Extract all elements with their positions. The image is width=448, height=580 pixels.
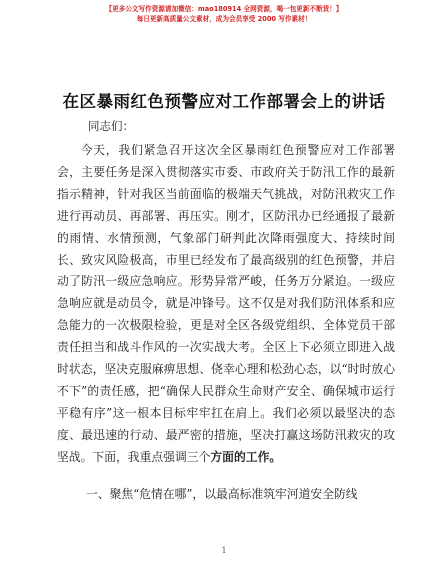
banner-line-2: 每日更新高质量公文素材，成为会员享受 2000 写作素材！	[136, 15, 312, 23]
body-paragraph	[57, 140, 395, 469]
page-number: 1	[221, 546, 227, 555]
promo-banner	[0, 4, 448, 24]
paragraph-text	[57, 140, 395, 469]
paragraph-main-text: 今天，我们紧急召开这次全区暴雨红色预警应对工作部署会，主要任务是深入贯彻落实市委、市政府关于防汛工作的最新指示精神，针对我区当前面临的极端天气挑战，对防汛救灾工作进行再动员、再部署、再压实。刚才，区防汛办已经通报了最新的雨情、水情预测，气象部门研判此次降雨强度大、持续时间长、致灾风险极高，市里已经发布了最高级别的红色预警，并启动了防汛一级应急响应。形势异常严峻，任务万分紧迫。一级应急响应就是动员令，就是冲锋号。这不仅是对我们防汛体系和应急能力的一次极限检验，更是对全区各级党组织、全体党员干部责任担当和战斗作风的一次实战大考。全区上下必须立即进入战时状态，坚决克服麻痹思想、侥幸心理和松劲心态，以“时时放心不下”的责任感，把“确保人民群众生命财产安全、确保城市运行平稳有序”这一根本目标牢牢扛在肩上。我们必须以最坚决的态度、最迅速的行动、最严密的措施，坚决打赢这场防汛救灾的攻坚战。下面，我重点强调三个	[57, 143, 395, 464]
salutation: 同志们：	[88, 119, 134, 133]
paragraph-bold-tail: 方面的工作。	[210, 449, 282, 464]
document-title: 在区暴雨红色预警应对工作部署会上的讲话	[62, 92, 386, 111]
banner-line-1: 【更多公文写作资源请加微信：mao180914 全网资源，喝一包更新不断货！】	[105, 5, 343, 13]
section-heading: 一、聚焦“危情在哪”，以最高标准筑牢河道安全防线	[86, 487, 358, 501]
